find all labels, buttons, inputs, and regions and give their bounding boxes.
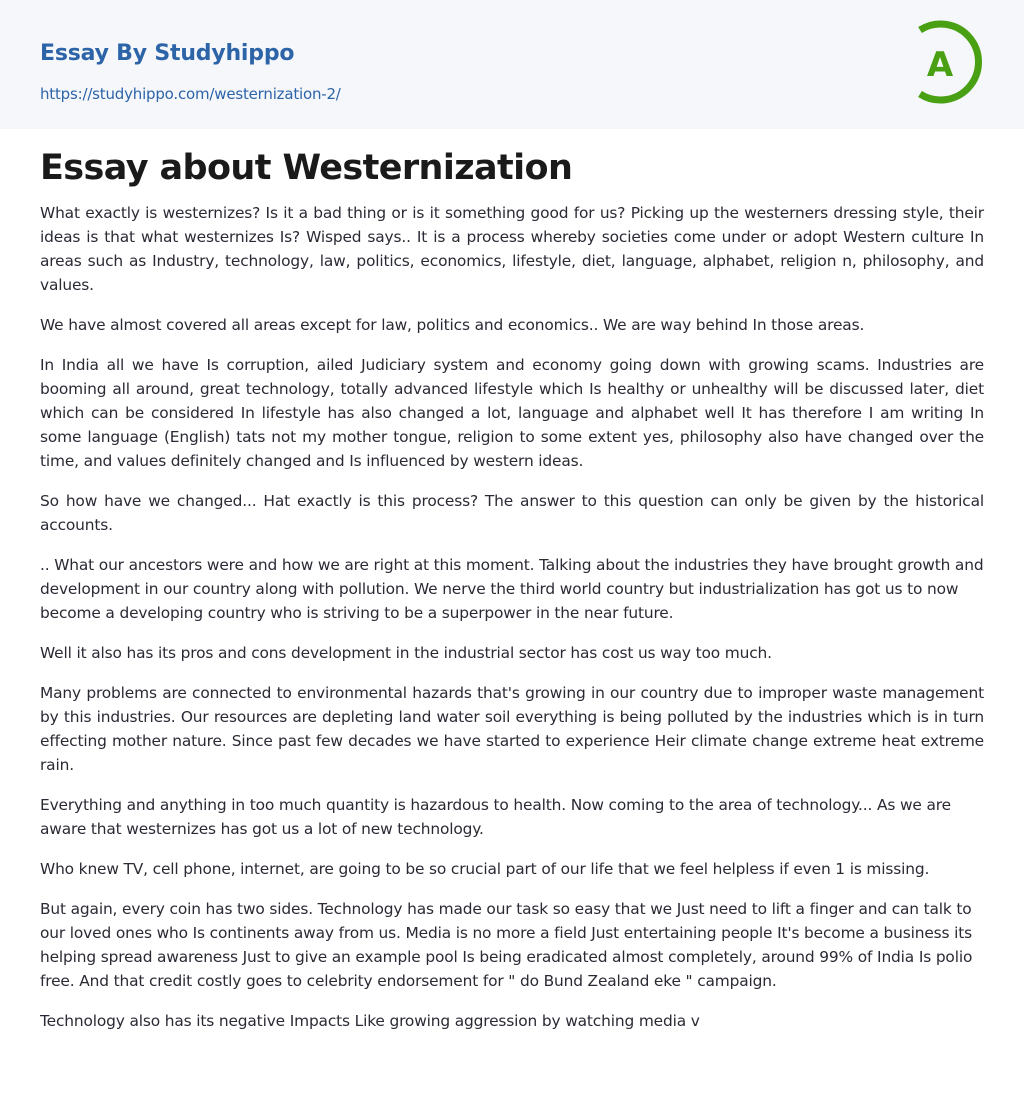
a-circle-logo-icon[interactable] (912, 18, 988, 106)
essay-paragraph: .. What our ancestors were and how we are right at this moment. Talking about the industries they have brought growth and development in our country along with pollution. We nerve the third world country but industrialization has got us to now become a developing country who is striving to be a superpower in the near future. (40, 556, 984, 622)
site-header (0, 0, 1024, 129)
essay-paragraph: Many problems are connected to environmental hazards that's growing in our country due to improper waste management by this industries. Our resources are depleting land water soil everything is being polluted by the industries which is in turn effecting mother nature. Since past few decades we have started to experience Heir climate change extreme heat extreme rain. (40, 684, 984, 774)
source-url-link[interactable]: https://studyhippo.com/westernization-2/ (40, 85, 341, 103)
brand-title: Essay By Studyhippo (40, 41, 295, 66)
essay-paragraph: In India all we have Is corruption, ailed Judiciary system and economy going down with growing scams. Industries are booming all around, great technology, totally advanced lifestyle which Is healthy or unhealthy will be discussed later, diet which can be considered In lifestyle has also changed a lot, language and alphabet well It has therefore I am writing In some language (English) tats not my mother tongue, religion to some extent yes, philosophy also have changed over the time, and values definitely changed and Is influenced by western ideas. (40, 356, 984, 470)
essay-content (0, 147, 1024, 1079)
essay-paragraph: But again, every coin has two sides. Technology has made our task so easy that we Just need to lift a finger and can talk to our loved ones who Is continents away from us. Media is no more a field Just entertaining people It's become a business its helping spread awareness Just to give an example pool Is being eradicated almost completely, around 99% of India Is polio free. And that credit costly goes to celebrity endorsement for " do Bund Zealand eke " campaign. (40, 900, 973, 990)
essay-paragraph: Everything and anything in too much quantity is hazardous to health. Now coming to the area of technology... As we are aware that westernizes has got us a lot of new technology. (40, 796, 951, 838)
essay-paragraph: We have almost covered all areas except for law, politics and economics.. We are way behind In those areas. (40, 316, 865, 334)
page-title: Essay about Westernization (40, 148, 573, 188)
essay-paragraph: Who knew TV, cell phone, internet, are going to be so crucial part of our life that we feel helpless if even 1 is missing. (40, 860, 930, 878)
essay-paragraph: Technology also has its negative Impacts Like growing aggression by watching media v (40, 1012, 700, 1030)
essay-body (40, 201, 984, 1033)
essay-paragraph: What exactly is westernizes? Is it a bad thing or is it something good for us? Picking up the westerners dressing style, their ideas is that what westernizes Is? Wisped says.. It is a process whereby societies come under or adopt Western culture In areas such as Industry, technology, law, politics, economics, lifestyle, diet, language, alphabet, religion n, philosophy, and values. (40, 204, 984, 294)
essay-paragraph: So how have we changed... Hat exactly is this process? The answer to this question can only be given by the historical accounts. (40, 492, 984, 534)
logo-letter: A (926, 45, 954, 85)
essay-paragraph: Well it also has its pros and cons development in the industrial sector has cost us way too much. (40, 644, 772, 662)
